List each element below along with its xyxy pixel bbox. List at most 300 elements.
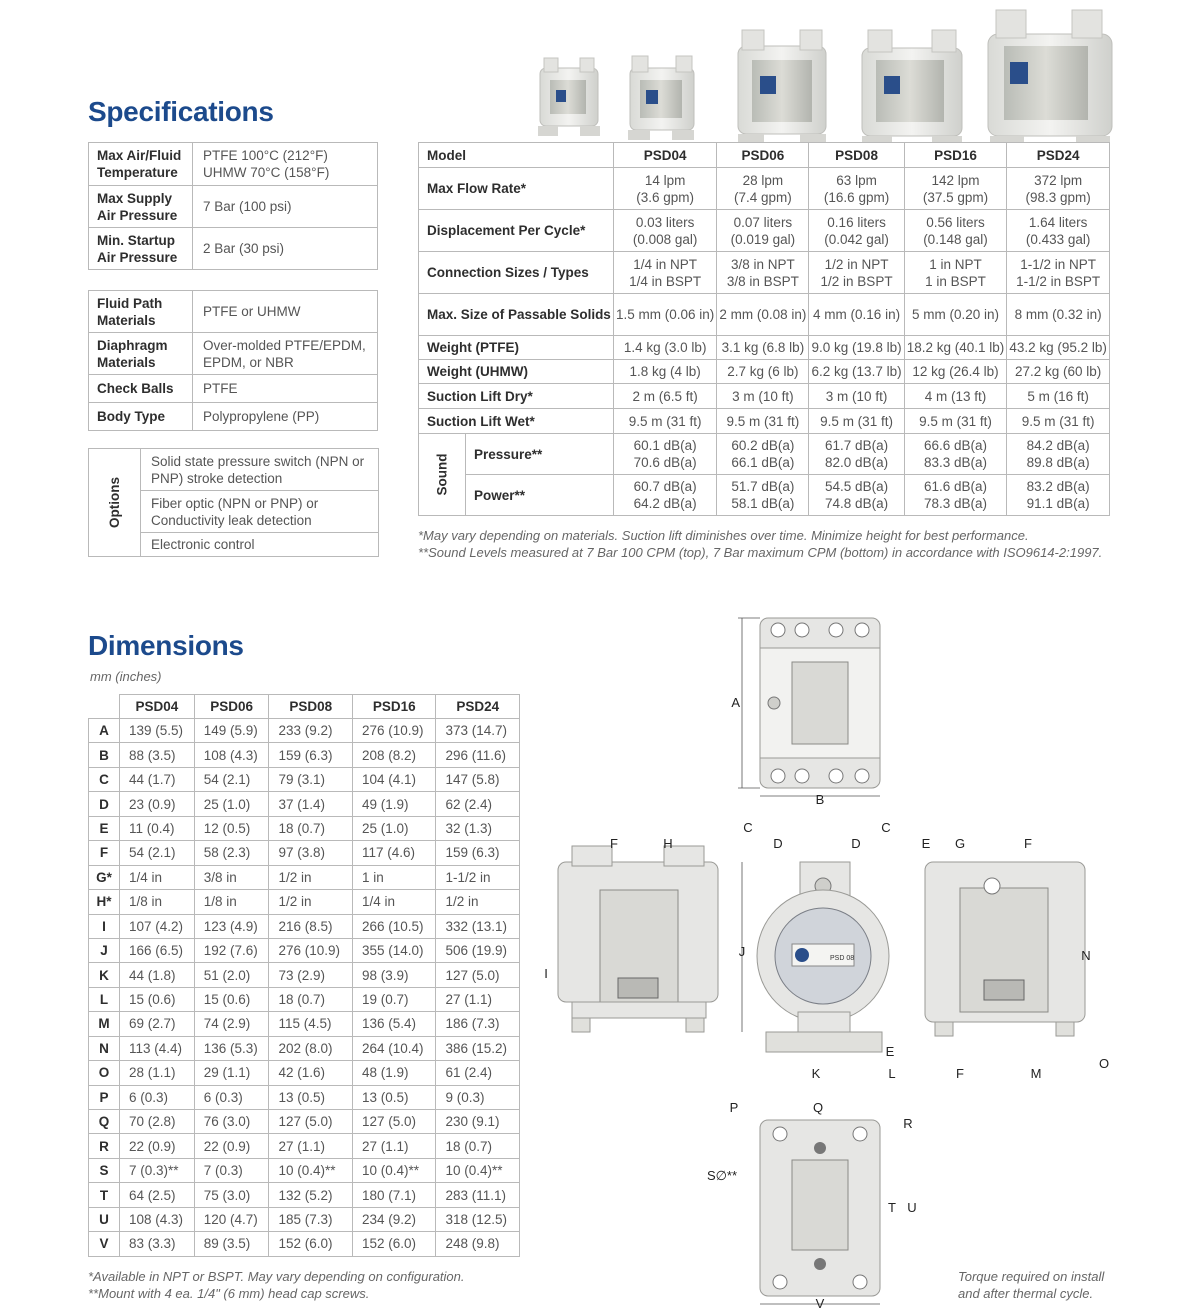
dim-value: 98 (3.9) <box>352 963 436 987</box>
dim-value: 58 (2.3) <box>194 841 269 865</box>
dim-value: 6 (0.3) <box>120 1085 195 1109</box>
table-row <box>89 816 520 840</box>
dim-key: M <box>89 1012 120 1036</box>
cell-value <box>904 409 1007 434</box>
spec-value: Over-molded PTFE/EPDM, EPDM, or NBR <box>193 333 378 375</box>
model-header: Model <box>419 143 614 168</box>
dim-value: 69 (2.7) <box>120 1012 195 1036</box>
dim-value: 113 (4.4) <box>120 1036 195 1060</box>
dim-value: 79 (3.1) <box>269 767 353 791</box>
dim-value: 186 (7.3) <box>436 1012 520 1036</box>
table-row <box>89 1012 520 1036</box>
side-view-drawing <box>743 820 890 1081</box>
spec-label: Check Balls <box>89 375 193 403</box>
dim-value: 10 (0.4)** <box>352 1158 436 1182</box>
cell-line: 89.8 dB(a) <box>1026 455 1090 470</box>
footnote: **Sound Levels measured at 7 Bar 100 CPM (top), 7 Bar maximum CPM (bottom) in accordance with ISO9614-2:1997. <box>418 545 1103 560</box>
dim-value: 15 (0.6) <box>194 987 269 1011</box>
cell-value <box>809 360 904 384</box>
dim-label-r: R <box>903 1116 913 1131</box>
general-spec-table <box>88 142 378 270</box>
cell-line: 3.1 kg (6.8 lb) <box>721 340 805 355</box>
cell-line: 60.2 dB(a) <box>731 438 795 453</box>
pump-photo-psd16 <box>862 30 962 143</box>
dim-value: 3/8 in <box>194 865 269 889</box>
option-item: Electronic control <box>141 533 379 557</box>
cell-value <box>904 434 1007 475</box>
table-row <box>419 409 1110 434</box>
dim-key: G* <box>89 865 120 889</box>
model-column-header: PSD06 <box>717 143 809 168</box>
dim-value: 230 (9.1) <box>436 1110 520 1134</box>
cell-value <box>904 168 1007 210</box>
model-column-header: PSD08 <box>809 143 904 168</box>
dim-key: E <box>89 816 120 840</box>
dim-value: 192 (7.6) <box>194 938 269 962</box>
dim-value: 1/4 in <box>352 890 436 914</box>
cell-line: 66.1 dB(a) <box>731 455 795 470</box>
dim-value: 18 (0.7) <box>269 987 353 1011</box>
cell-value <box>1007 360 1110 384</box>
dim-label-l: L <box>888 1066 896 1081</box>
cell-line: 43.2 kg (95.2 lb) <box>1009 340 1107 355</box>
dim-value: 44 (1.8) <box>120 963 195 987</box>
table-row <box>419 336 1110 360</box>
dim-column-header: PSD16 <box>352 695 436 719</box>
dim-key: A <box>89 719 120 743</box>
top-view-drawing <box>731 618 880 807</box>
dim-value: 97 (3.8) <box>269 841 353 865</box>
cell-value <box>904 210 1007 252</box>
dim-key: S <box>89 1158 120 1182</box>
dim-value: 185 (7.3) <box>269 1207 353 1231</box>
dim-key: O <box>89 1061 120 1085</box>
cell-line: (98.3 gpm) <box>1025 189 1091 205</box>
row-label: Power** <box>466 475 614 516</box>
dim-label-g: G <box>954 836 966 851</box>
dim-key: D <box>89 792 120 816</box>
dim-key: J <box>89 938 120 962</box>
options-label: Options <box>107 477 122 528</box>
dim-key: B <box>89 743 120 767</box>
cell-value <box>904 336 1007 360</box>
dim-value: 9 (0.3) <box>436 1085 520 1109</box>
dim-value: 332 (13.1) <box>436 914 520 938</box>
spec-label: Body Type <box>89 403 193 431</box>
cell-line: 1-1/2 in NPT <box>1020 256 1097 272</box>
table-row <box>89 1158 520 1182</box>
table-row <box>89 1110 520 1134</box>
dim-column-header: PSD04 <box>120 695 195 719</box>
cell-value <box>717 384 809 409</box>
table-row <box>89 865 520 889</box>
cell-value <box>809 336 904 360</box>
row-label: Suction Lift Wet* <box>419 409 614 434</box>
dim-value: 29 (1.1) <box>194 1061 269 1085</box>
cell-line: 4 m (13 ft) <box>924 388 987 404</box>
dim-key: C <box>89 767 120 791</box>
cell-value <box>717 336 809 360</box>
cell-line: (3.6 gpm) <box>636 189 695 205</box>
cell-line: 1.4 kg (3.0 lb) <box>623 340 707 355</box>
table-row <box>89 1207 520 1231</box>
cell-line: 1/4 in BSPT <box>629 273 702 289</box>
dim-label-p: P <box>729 1100 739 1115</box>
table-header-row <box>419 143 1110 168</box>
dim-value: 108 (4.3) <box>120 1207 195 1231</box>
cell-line: 1.8 kg (4 lb) <box>629 364 701 379</box>
dim-key: V <box>89 1232 120 1256</box>
dim-label-o: O <box>1098 1056 1110 1071</box>
pump-photo-psd24 <box>988 10 1112 143</box>
model-column-header: PSD04 <box>613 143 716 168</box>
dim-key: K <box>89 963 120 987</box>
cell-line: 2 m (6.5 ft) <box>632 388 698 404</box>
cell-line: 66.6 dB(a) <box>923 438 987 453</box>
dimensions-notes <box>88 1268 465 1302</box>
cell-line: 1 in NPT <box>929 256 982 272</box>
cell-line: 9.5 m (31 ft) <box>628 413 702 429</box>
dim-label-s: S∅** <box>706 1168 738 1183</box>
dim-value: 318 (12.5) <box>436 1207 520 1231</box>
dim-value: 233 (9.2) <box>269 719 353 743</box>
dim-value: 152 (6.0) <box>269 1232 353 1256</box>
dim-key: L <box>89 987 120 1011</box>
footnote: **Mount with 4 ea. 1/4" (6 mm) head cap screws. <box>88 1286 370 1301</box>
cell-value <box>904 252 1007 294</box>
dim-value: 107 (4.2) <box>120 914 195 938</box>
cell-value <box>1007 210 1110 252</box>
dim-value: 32 (1.3) <box>436 816 520 840</box>
dim-key: H* <box>89 890 120 914</box>
cell-value <box>613 360 716 384</box>
dim-value: 123 (4.9) <box>194 914 269 938</box>
dim-value: 127 (5.0) <box>269 1110 353 1134</box>
dim-value: 23 (0.9) <box>120 792 195 816</box>
spec-value: 7 Bar (100 psi) <box>193 186 378 228</box>
dim-key: I <box>89 914 120 938</box>
dim-value: 22 (0.9) <box>120 1134 195 1158</box>
cell-value <box>809 168 904 210</box>
dim-label-u: U <box>907 1200 917 1215</box>
cell-line: 1.64 liters <box>1028 214 1088 230</box>
dim-value: 54 (2.1) <box>120 841 195 865</box>
cell-value <box>1007 336 1110 360</box>
dim-value: 19 (0.7) <box>352 987 436 1011</box>
table-row <box>89 333 378 375</box>
dim-value: 54 (2.1) <box>194 767 269 791</box>
table-row <box>89 914 520 938</box>
dim-value: 83 (3.3) <box>120 1232 195 1256</box>
dim-key: R <box>89 1134 120 1158</box>
cell-line: 3/8 in NPT <box>731 256 795 272</box>
table-row <box>89 963 520 987</box>
dim-value: 27 (1.1) <box>352 1134 436 1158</box>
cell-line: 58.1 dB(a) <box>731 496 795 511</box>
cell-line: 74.8 dB(a) <box>825 496 889 511</box>
cell-value <box>904 475 1007 516</box>
cell-value <box>1007 409 1110 434</box>
dim-value: 166 (6.5) <box>120 938 195 962</box>
dim-value: 180 (7.1) <box>352 1183 436 1207</box>
dim-value: 355 (14.0) <box>352 938 436 962</box>
dim-key: F <box>89 841 120 865</box>
cell-value <box>717 434 809 475</box>
cell-value <box>1007 294 1110 336</box>
cell-line: 5 mm (0.20 in) <box>911 307 999 322</box>
dim-value: 6 (0.3) <box>194 1085 269 1109</box>
cell-value <box>717 475 809 516</box>
dim-value: 104 (4.1) <box>352 767 436 791</box>
row-label: Max Flow Rate* <box>419 168 614 210</box>
cell-line: 0.56 liters <box>926 214 985 230</box>
table-row <box>89 1183 520 1207</box>
dim-value: 117 (4.6) <box>352 841 436 865</box>
dim-column-header: PSD24 <box>436 695 520 719</box>
model-column-header: PSD16 <box>904 143 1007 168</box>
dim-label-h: H <box>663 836 673 851</box>
sound-label: Sound <box>434 453 450 496</box>
dim-label-a: A <box>731 695 740 710</box>
dim-value: 22 (0.9) <box>194 1134 269 1158</box>
dim-value: 152 (6.0) <box>352 1232 436 1256</box>
options-table <box>88 448 379 557</box>
sound-label-cell <box>419 434 466 516</box>
cell-value <box>904 384 1007 409</box>
table-row <box>89 143 378 186</box>
row-label: Weight (PTFE) <box>419 336 614 360</box>
cell-value <box>809 294 904 336</box>
table-row <box>89 228 378 270</box>
dim-value: 115 (4.5) <box>269 1012 353 1036</box>
dim-value: 506 (19.9) <box>436 938 520 962</box>
cell-line: 18.2 kg (40.1 lb) <box>906 340 1005 355</box>
cell-value <box>904 294 1007 336</box>
dim-key: Q <box>89 1110 120 1134</box>
spec-value: PTFE <box>193 375 378 403</box>
dim-value: 61 (2.4) <box>436 1061 520 1085</box>
dimensions-table <box>88 694 520 1257</box>
dim-value: 248 (9.8) <box>436 1232 520 1256</box>
cell-value <box>717 210 809 252</box>
front-view-drawing <box>544 836 745 1032</box>
cell-line: 0.07 liters <box>733 214 793 230</box>
cell-value <box>613 336 716 360</box>
cell-line: 84.2 dB(a) <box>1026 438 1090 453</box>
cell-line: 60.1 dB(a) <box>633 438 697 453</box>
table-row <box>419 294 1110 336</box>
dim-value: 18 (0.7) <box>269 816 353 840</box>
pump-photo-psd08 <box>738 30 826 142</box>
dim-value: 7 (0.3)** <box>120 1158 195 1182</box>
cell-line: 51.7 dB(a) <box>731 479 795 494</box>
dim-label-f: F <box>610 836 618 851</box>
cell-line: 9.5 m (31 ft) <box>820 413 893 429</box>
cell-line: 142 lpm <box>931 172 980 188</box>
dim-value: 208 (8.2) <box>352 743 436 767</box>
spec-value: PTFE or UHMW <box>193 291 378 333</box>
dim-value: 10 (0.4)** <box>436 1158 520 1182</box>
dim-label-v: V <box>815 1296 825 1311</box>
table-row <box>89 938 520 962</box>
spec-label: Diaphragm Materials <box>89 333 193 375</box>
dim-label-b: B <box>815 792 825 807</box>
cell-line: (7.4 gpm) <box>734 189 792 205</box>
cell-value <box>717 252 809 294</box>
cell-value <box>809 210 904 252</box>
row-label: Displacement Per Cycle* <box>419 210 614 252</box>
dim-value: 25 (1.0) <box>352 816 436 840</box>
dim-value: 12 (0.5) <box>194 816 269 840</box>
row-label: Suction Lift Dry* <box>419 384 614 409</box>
dim-value: 10 (0.4)** <box>269 1158 353 1182</box>
spec-value <box>193 143 378 186</box>
dim-label-d: D <box>851 836 861 851</box>
cell-line: 83.3 dB(a) <box>923 455 987 470</box>
cell-line: 12 kg (26.4 lb) <box>912 364 999 379</box>
cell-line: (16.6 gpm) <box>823 189 890 205</box>
dim-label-t: T <box>888 1200 896 1215</box>
cell-line: 91.1 dB(a) <box>1026 496 1090 511</box>
cell-line: 0.03 liters <box>635 214 695 230</box>
cell-line: 27.2 kg (60 lb) <box>1014 364 1102 379</box>
cell-value <box>717 360 809 384</box>
dim-key: P <box>89 1085 120 1109</box>
cell-line: 2.7 kg (6 lb) <box>727 364 799 379</box>
dim-value: 386 (15.2) <box>436 1036 520 1060</box>
dim-value: 266 (10.5) <box>352 914 436 938</box>
dim-value: 276 (10.9) <box>269 938 353 962</box>
dim-value: 216 (8.5) <box>269 914 353 938</box>
dim-label-k: K <box>811 1066 821 1081</box>
dim-value: 27 (1.1) <box>269 1134 353 1158</box>
dim-value: 234 (9.2) <box>352 1207 436 1231</box>
cell-line: 8 mm (0.32 in) <box>1014 307 1102 322</box>
dimensions-unit: mm (inches) <box>90 669 162 684</box>
cell-line: 54.5 dB(a) <box>825 479 889 494</box>
dim-value: 1 in <box>352 865 436 889</box>
row-label: Pressure** <box>466 434 614 475</box>
dim-value: 296 (11.6) <box>436 743 520 767</box>
dim-label-e: E <box>921 836 931 851</box>
dim-value: 283 (11.1) <box>436 1183 520 1207</box>
dim-label-d: D <box>773 836 783 851</box>
cell-line: 64.2 dB(a) <box>633 496 697 511</box>
dim-value: 74 (2.9) <box>194 1012 269 1036</box>
table-row <box>89 743 520 767</box>
dim-label-i: I <box>544 966 548 981</box>
dim-label-f: F <box>956 1066 964 1081</box>
cell-line: (0.008 gal) <box>632 231 698 247</box>
dim-value: 127 (5.0) <box>436 963 520 987</box>
spec-label: Max Supply Air Pressure <box>89 186 193 228</box>
rear-view-drawing <box>886 836 1109 1081</box>
cell-line: 3/8 in BSPT <box>726 273 799 289</box>
dim-value: 120 (4.7) <box>194 1207 269 1231</box>
dim-label-j: J <box>738 944 746 959</box>
options-label-cell <box>89 449 141 557</box>
row-label: Max. Size of Passable Solids <box>419 294 614 336</box>
cell-line: (0.019 gal) <box>730 231 796 247</box>
dim-value: 1/2 in <box>269 865 353 889</box>
dim-value: 1/2 in <box>436 890 520 914</box>
torque-note-line: and after thermal cycle. <box>958 1286 1094 1301</box>
cell-value <box>613 210 716 252</box>
dim-value: 127 (5.0) <box>352 1110 436 1134</box>
table-row <box>89 1061 520 1085</box>
table-row <box>419 475 1110 516</box>
dim-value: 13 (0.5) <box>269 1085 353 1109</box>
dim-value: 89 (3.5) <box>194 1232 269 1256</box>
cell-line: 1/2 in BSPT <box>820 273 893 289</box>
dim-value: 139 (5.5) <box>120 719 195 743</box>
cell-value <box>1007 434 1110 475</box>
option-item: Solid state pressure switch (NPN or PNP) stroke detection <box>141 449 379 491</box>
dimensions-heading: Dimensions <box>88 630 244 661</box>
dim-value: 1/2 in <box>269 890 353 914</box>
table-header-row <box>89 695 520 719</box>
cell-line: 9.5 m (31 ft) <box>726 413 800 429</box>
table-row <box>89 186 378 228</box>
table-row <box>419 210 1110 252</box>
cell-line: 61.7 dB(a) <box>825 438 889 453</box>
cell-line: 9.0 kg (19.8 lb) <box>811 340 902 355</box>
table-row <box>419 168 1110 210</box>
dim-value: 108 (4.3) <box>194 743 269 767</box>
cell-line: (0.148 gal) <box>923 231 988 247</box>
cell-value <box>613 168 716 210</box>
cell-value <box>809 475 904 516</box>
cell-line: 1/2 in NPT <box>824 256 889 272</box>
dim-value: 48 (1.9) <box>352 1061 436 1085</box>
dim-value: 51 (2.0) <box>194 963 269 987</box>
dim-value: 1-1/2 in <box>436 865 520 889</box>
dimension-drawings <box>530 600 1130 1316</box>
cell-value <box>717 294 809 336</box>
dim-value: 28 (1.1) <box>120 1061 195 1085</box>
table-row <box>89 987 520 1011</box>
model-table-notes <box>418 527 1102 561</box>
spec-label: Min. Startup Air Pressure <box>89 228 193 270</box>
dim-value: 1/8 in <box>120 890 195 914</box>
cell-line: (37.5 gpm) <box>922 189 989 205</box>
dim-value: 132 (5.2) <box>269 1183 353 1207</box>
cell-line: 9.5 m (31 ft) <box>919 413 992 429</box>
dim-value: 147 (5.8) <box>436 767 520 791</box>
table-row <box>89 719 520 743</box>
dim-value: 373 (14.7) <box>436 719 520 743</box>
table-row <box>89 767 520 791</box>
cell-value <box>809 434 904 475</box>
table-row <box>89 403 378 431</box>
dim-value: 18 (0.7) <box>436 1134 520 1158</box>
pump-photo-psd04 <box>538 58 600 136</box>
dim-value: 11 (0.4) <box>120 816 195 840</box>
cell-value <box>613 252 716 294</box>
cell-line: 6.2 kg (13.7 lb) <box>811 364 902 379</box>
dim-label-n: N <box>1081 948 1091 963</box>
dim-corner-cell <box>89 695 120 719</box>
dim-value: 7 (0.3) <box>194 1158 269 1182</box>
spec-label: Fluid Path Materials <box>89 291 193 333</box>
cell-line: 3 m (10 ft) <box>825 388 888 404</box>
dim-value: 62 (2.4) <box>436 792 520 816</box>
cell-line: 3 m (10 ft) <box>732 388 794 404</box>
table-row <box>89 291 378 333</box>
spec-value-line: UHMW 70°C (158°F) <box>203 165 330 180</box>
dim-value: 70 (2.8) <box>120 1110 195 1134</box>
cell-value <box>613 409 716 434</box>
